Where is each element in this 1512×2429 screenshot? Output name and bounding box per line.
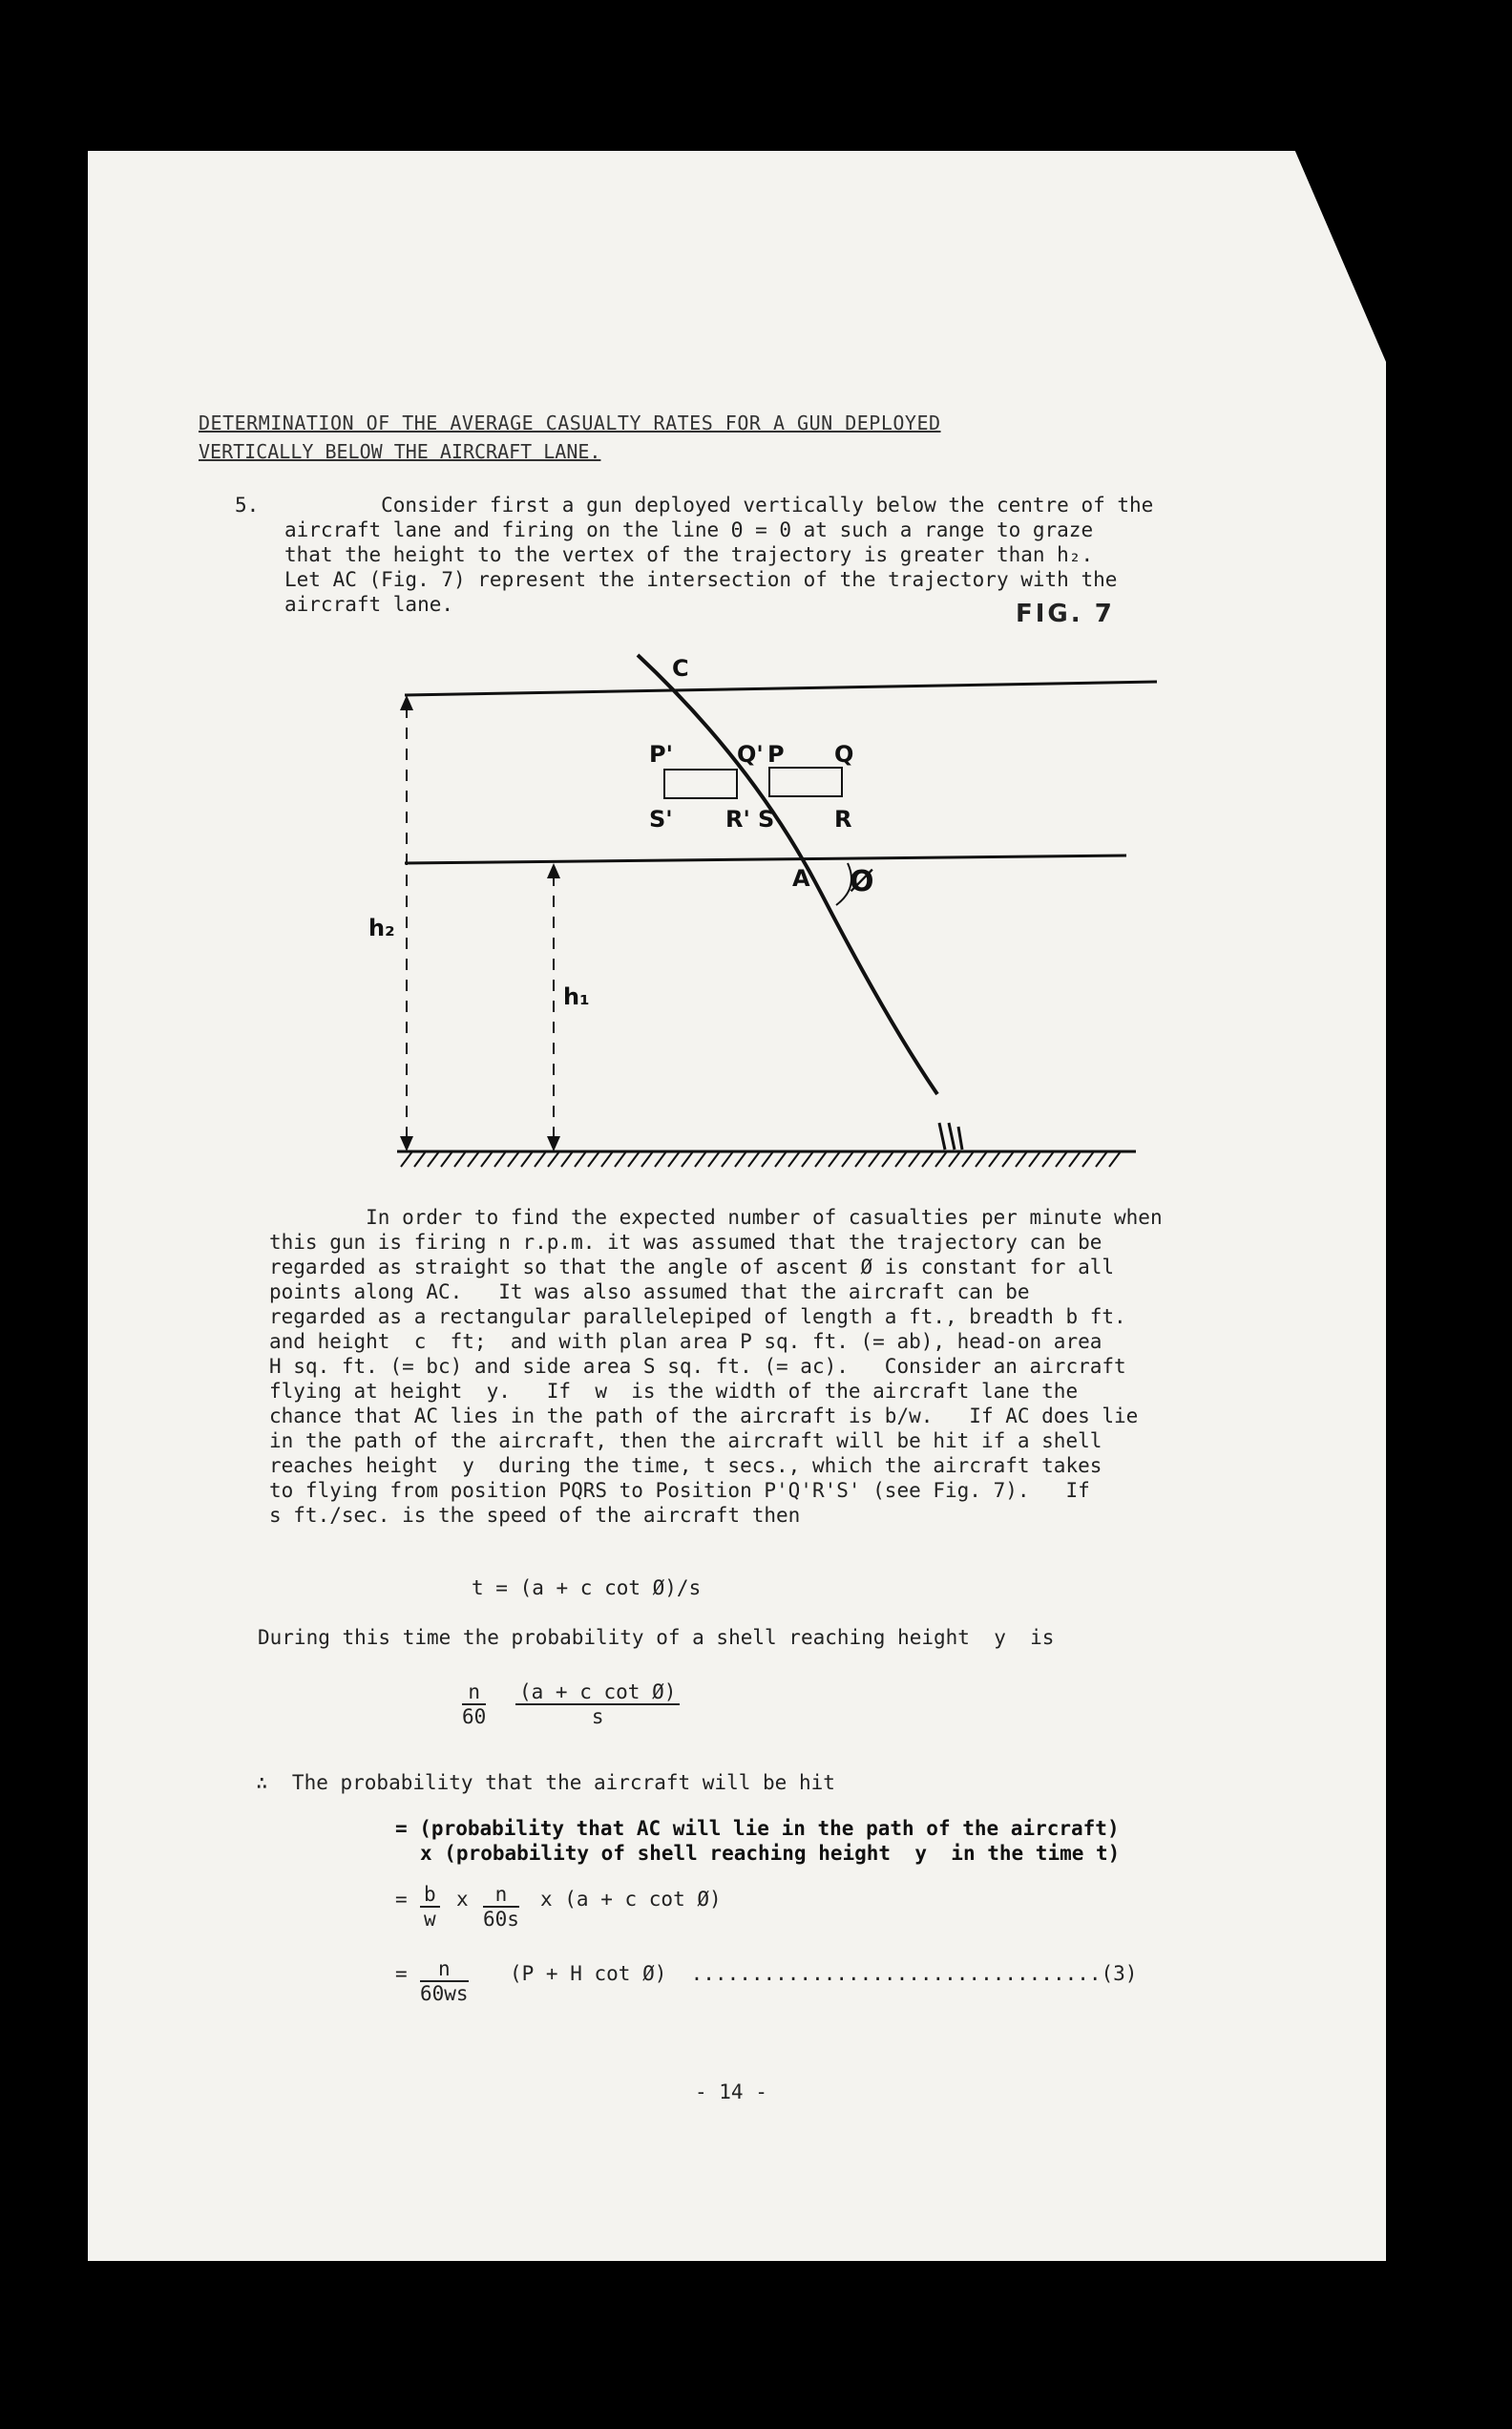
fraction-denominator: w	[424, 1908, 436, 1931]
para6-line: H sq. ft. (= bc) and side area S sq. ft. (= ac). Consider an aircraft	[269, 1355, 1126, 1378]
para6-line: points along AC. It was also assumed that the aircraft can be	[269, 1280, 1030, 1303]
probability-line-b: x (probability of shell reaching height y in the time t)	[420, 1842, 1121, 1865]
probability-line-a: = (probability that AC will lie in the path of the aircraft)	[395, 1817, 1120, 1840]
eq3-times: x	[456, 1888, 469, 1911]
figure-caption: FIG. 7	[1016, 600, 1115, 628]
para6-line: flying at height y. If w is the width of the aircraft lane the	[269, 1380, 1079, 1403]
eq4-rest: (P + H cot Ø) ..................................(3)	[510, 1962, 1138, 1985]
therefore-line: ∴ The probability that the aircraft will be hit	[256, 1771, 835, 1794]
eq3-equals: =	[395, 1888, 408, 1911]
para6-line: s ft./sec. is the speed of the aircraft then	[269, 1504, 801, 1527]
label-c: C	[672, 655, 689, 682]
fraction-numerator: (a + c cot Ø)	[515, 1680, 680, 1705]
label-p-prime: P'	[649, 741, 673, 768]
fraction-n-over-60s	[483, 1883, 519, 1931]
fraction-denominator: s	[591, 1705, 604, 1728]
para6-line: this gun is firing n r.p.m. it was assumed that the trajectory can be	[269, 1231, 1102, 1254]
equation-t: t = (a + c cot Ø)/s	[472, 1576, 702, 1599]
fraction-denominator: 60s	[483, 1908, 519, 1931]
fraction-numerator: b	[420, 1883, 440, 1908]
label-phi: Ø	[850, 865, 874, 898]
para5-line: that the height to the vertex of the trajectory is greater than h₂.	[284, 543, 1094, 566]
label-s-prime: S'	[649, 806, 673, 833]
para6-line: reaches height y during the time, t secs., which the aircraft takes	[269, 1454, 1102, 1477]
fraction-a-plus-c-cot	[515, 1680, 680, 1728]
eq4-equals: =	[395, 1962, 408, 1985]
label-p: P	[767, 741, 785, 768]
label-r: R	[834, 806, 852, 833]
fraction-n-over-60	[462, 1680, 486, 1728]
para6-line: regarded as a rectangular parallelepiped of length a ft., breadth b ft.	[269, 1305, 1126, 1328]
label-h1: h₁	[563, 983, 590, 1010]
label-q-prime: Q'	[737, 741, 764, 768]
section-heading-line2: VERTICALLY BELOW THE AIRCRAFT LANE.	[199, 440, 601, 463]
para6-line: regarded as straight so that the angle of ascent Ø is constant for all	[269, 1256, 1115, 1278]
fraction-numerator: n	[462, 1680, 486, 1705]
label-a: A	[792, 865, 810, 892]
fraction-b-over-w	[420, 1883, 440, 1931]
para6-line: In order to find the expected number of casualties per minute when	[269, 1206, 1163, 1229]
fraction-denominator: 60	[462, 1705, 487, 1728]
label-r-prime: R'	[725, 806, 750, 833]
para5-line: aircraft lane and firing on the line Θ = 0 at such a range to graze	[284, 518, 1094, 541]
eq3-rest: x (a + c cot Ø)	[540, 1888, 722, 1911]
label-s: S	[758, 806, 775, 833]
page-number: - 14 -	[695, 2080, 767, 2103]
fraction-numerator: n	[483, 1883, 519, 1908]
para6-line: and height c ft; and with plan area P sq. ft. (= ab), head-on area	[269, 1330, 1102, 1353]
para6-line: chance that AC lies in the path of the aircraft is b/w. If AC does lie	[269, 1405, 1139, 1427]
fraction-numerator: n	[420, 1957, 469, 1982]
para6-line: in the path of the aircraft, then the aircraft will be hit if a shell	[269, 1429, 1102, 1452]
para5-line: Let AC (Fig. 7) represent the intersection of the trajectory with the	[284, 568, 1118, 591]
paragraph-number: 5.	[235, 494, 260, 517]
para6-line: to flying from position PQRS to Position P'Q'R'S' (see Fig. 7). If	[269, 1479, 1090, 1502]
para5-line: Consider first a gun deployed vertically below the centre of the	[284, 494, 1154, 517]
probability-sentence: During this time the probability of a shell reaching height y is	[258, 1626, 1055, 1649]
label-h2: h₂	[368, 915, 395, 941]
fraction-denominator: 60ws	[420, 1982, 469, 2005]
para5-line: aircraft lane.	[284, 593, 454, 616]
section-heading-line1: DETERMINATION OF THE AVERAGE CASUALTY RATES FOR A GUN DEPLOYED	[199, 412, 941, 434]
fraction-n-over-60ws	[420, 1957, 469, 2005]
label-q: Q	[834, 741, 854, 768]
